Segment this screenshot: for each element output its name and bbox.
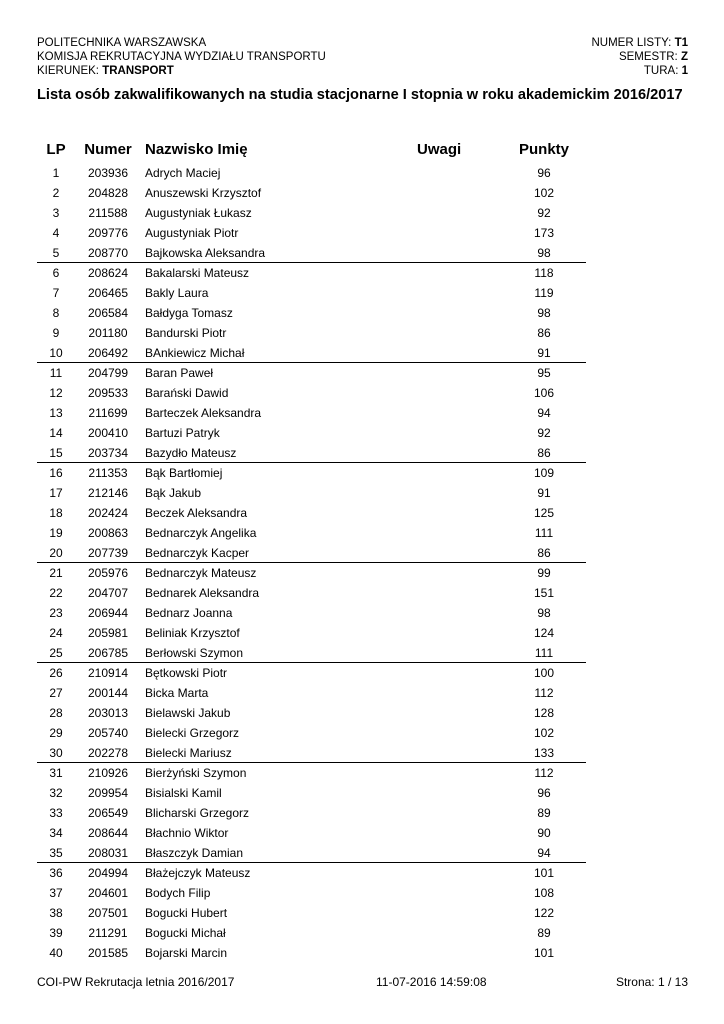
cell-lp: 32: [49, 786, 63, 800]
cell-name: Blicharski Grzegorz: [145, 806, 250, 820]
cell-numer: 206492: [87, 346, 129, 360]
footer-system: COI-PW Rekrutacja letnia 2016/2017: [37, 975, 235, 989]
cell-name: Bąk Jakub: [145, 486, 202, 500]
cell-name: Bierżyński Szymon: [145, 766, 247, 780]
cell-punkty: 112: [534, 686, 554, 700]
table-row: [0, 823, 724, 843]
cell-punkty: 98: [537, 246, 551, 260]
cell-numer: 210914: [87, 666, 129, 680]
table-row: [0, 483, 724, 503]
cell-punkty: 95: [537, 366, 551, 380]
round-value: 1: [681, 65, 688, 77]
cell-punkty: 86: [537, 546, 551, 560]
cell-lp: 24: [49, 626, 63, 640]
cell-numer: 210926: [87, 766, 129, 780]
cell-punkty: 89: [537, 926, 551, 940]
cell-punkty: 112: [534, 766, 554, 780]
table-row: [37, 343, 586, 363]
cell-lp: 21: [49, 566, 63, 580]
column-header-name: Nazwisko Imię: [145, 141, 248, 158]
cell-punkty: 151: [533, 586, 555, 600]
cell-numer: 205981: [87, 626, 129, 640]
cell-lp: 17: [49, 486, 63, 500]
cell-punkty: 118: [534, 266, 554, 280]
table-row: [0, 403, 724, 423]
cell-punkty: 109: [533, 466, 555, 480]
table-row: [37, 843, 586, 863]
kierunek-value: TRANSPORT: [102, 65, 174, 77]
cell-name: Bajkowska Aleksandra: [145, 246, 266, 260]
cell-name: Anuszewski Krzysztof: [145, 186, 262, 200]
cell-lp: 9: [52, 326, 60, 340]
cell-name: Bartuzi Patryk: [145, 426, 220, 440]
cell-numer: 207501: [87, 906, 129, 920]
table-row: [0, 163, 724, 183]
cell-name: BAnkiewicz Michał: [145, 346, 245, 360]
cell-lp: 4: [52, 226, 60, 240]
cell-name: Bazydło Mateusz: [145, 446, 237, 460]
cell-name: Bętkowski Piotr: [145, 666, 228, 680]
cell-lp: 38: [49, 906, 63, 920]
document-title: Lista osób zakwalifikowanych na studia stacjonarne I stopnia w roku akademickim 2016/2017: [37, 87, 683, 103]
cell-numer: 201180: [88, 326, 128, 340]
cell-lp: 19: [49, 526, 63, 540]
list-meta: [591, 36, 688, 78]
table-row: [0, 943, 724, 963]
cell-lp: 16: [49, 466, 63, 480]
cell-numer: 202278: [87, 746, 129, 760]
cell-numer: 211291: [88, 926, 128, 940]
cell-name: Bednarczyk Kacper: [145, 546, 250, 560]
cell-numer: 209954: [87, 786, 129, 800]
table-row: [0, 683, 724, 703]
cell-numer: 206465: [87, 286, 129, 300]
cell-punkty: 86: [537, 446, 551, 460]
cell-name: Błaszczyk Damian: [145, 846, 244, 860]
cell-numer: 200144: [87, 686, 129, 700]
cell-lp: 37: [49, 886, 63, 900]
cell-lp: 28: [49, 706, 63, 720]
candidate-list: [0, 163, 724, 963]
footer-timestamp: 11-07-2016 14:59:08: [376, 975, 487, 989]
cell-punkty: 94: [537, 406, 551, 420]
cell-punkty: 92: [537, 426, 551, 440]
cell-lp: 26: [49, 666, 63, 680]
cell-name: Bandurski Piotr: [145, 326, 227, 340]
institution-header: [37, 36, 326, 78]
table-row: [0, 423, 724, 443]
cell-lp: 34: [49, 826, 63, 840]
column-header-lp: LP: [46, 141, 66, 158]
table-row: [0, 603, 724, 623]
table-row: [0, 383, 724, 403]
university-name: POLITECHNIKA WARSZAWSKA: [37, 37, 207, 49]
cell-punkty: 101: [533, 866, 555, 880]
cell-punkty: 89: [537, 806, 551, 820]
cell-name: Bielecki Mariusz: [145, 746, 232, 760]
cell-name: Beczek Aleksandra: [145, 506, 248, 520]
cell-name: Bakalarski Mateusz: [145, 266, 250, 280]
table-row: [0, 723, 724, 743]
cell-numer: 200410: [87, 426, 129, 440]
cell-lp: 6: [52, 266, 60, 280]
cell-numer: 206785: [87, 646, 129, 660]
footer-page-number: Strona: 1 / 13: [615, 975, 688, 989]
table-row: [37, 443, 586, 463]
cell-name: Bałdyga Tomasz: [145, 306, 233, 320]
cell-punkty: 119: [534, 286, 554, 300]
cell-punkty: 98: [537, 606, 551, 620]
cell-numer: 212146: [87, 486, 129, 500]
cell-punkty: 101: [533, 946, 555, 960]
table-row: [0, 623, 724, 643]
cell-numer: 206584: [87, 306, 129, 320]
list-number: [591, 36, 688, 50]
cell-punkty: 133: [533, 746, 555, 760]
cell-name: Bojarski Marcin: [145, 946, 228, 960]
cell-punkty: 86: [537, 326, 551, 340]
table-row: [0, 303, 724, 323]
cell-name: Bogucki Michał: [145, 926, 226, 940]
cell-numer: 201585: [87, 946, 129, 960]
cell-name: Bisialski Kamil: [145, 786, 222, 800]
column-header-numer: Numer: [84, 141, 132, 158]
semester: [591, 50, 688, 64]
cell-lp: 39: [49, 926, 63, 940]
cell-punkty: 125: [533, 506, 555, 520]
cell-name: Bodych Filip: [145, 886, 211, 900]
table-row: [0, 523, 724, 543]
cell-name: Bielawski Jakub: [145, 706, 231, 720]
cell-punkty: 91: [537, 346, 551, 360]
cell-lp: 7: [52, 286, 60, 300]
cell-numer: 203936: [87, 166, 129, 180]
semester-value: Z: [680, 51, 688, 63]
cell-lp: 12: [49, 386, 63, 400]
kierunek-label: KIERUNEK:: [37, 65, 99, 77]
table-row: [0, 263, 724, 283]
cell-name: Augustyniak Łukasz: [145, 206, 252, 220]
cell-lp: 11: [49, 366, 63, 380]
cell-name: Błachnio Wiktor: [145, 826, 229, 840]
cell-punkty: 124: [533, 626, 555, 640]
round-label: TURA:: [643, 65, 679, 77]
committee-name: KOMISJA REKRUTACYJNA WYDZIAŁU TRANSPORTU: [37, 51, 326, 63]
table-row: [0, 223, 724, 243]
cell-name: Bielecki Grzegorz: [145, 726, 240, 740]
cell-name: Bakly Laura: [145, 286, 209, 300]
cell-numer: 211699: [88, 406, 128, 420]
cell-lp: 13: [49, 406, 63, 420]
cell-numer: 200863: [87, 526, 129, 540]
table-row: [0, 663, 724, 683]
table-row: [0, 803, 724, 823]
table-row: [0, 903, 724, 923]
cell-punkty: 99: [537, 566, 551, 580]
cell-numer: 204707: [87, 586, 129, 600]
cell-lp: 25: [49, 646, 63, 660]
table-row: [37, 543, 586, 563]
cell-numer: 206549: [87, 806, 129, 820]
cell-numer: 209533: [87, 386, 129, 400]
cell-lp: 18: [49, 506, 63, 520]
cell-name: Bednarczyk Mateusz: [145, 566, 257, 580]
cell-lp: 30: [49, 746, 63, 760]
cell-lp: 8: [52, 306, 60, 320]
cell-lp: 22: [49, 586, 63, 600]
cell-numer: 206944: [87, 606, 129, 620]
cell-name: Barteczek Aleksandra: [145, 406, 262, 420]
cell-punkty: 122: [533, 906, 555, 920]
cell-punkty: 102: [533, 186, 555, 200]
cell-lp: 3: [52, 206, 60, 220]
cell-lp: 36: [49, 866, 63, 880]
cell-numer: 211588: [88, 206, 128, 220]
cell-numer: 209776: [87, 226, 129, 240]
cell-numer: 208031: [87, 846, 129, 860]
cell-numer: 208624: [87, 266, 129, 280]
cell-lp: 2: [52, 186, 60, 200]
cell-name: Bednarczyk Angelika: [145, 526, 257, 540]
cell-name: Bednarek Aleksandra: [145, 586, 260, 600]
cell-punkty: 90: [537, 826, 551, 840]
column-header-uwagi: Uwagi: [417, 141, 462, 158]
cell-numer: 204994: [87, 866, 129, 880]
table-row: [37, 743, 586, 763]
cell-name: Augustyniak Piotr: [145, 226, 239, 240]
cell-lp: 15: [49, 446, 63, 460]
table-row: [0, 763, 724, 783]
cell-punkty: 111: [534, 646, 554, 660]
cell-name: Barański Dawid: [145, 386, 229, 400]
cell-punkty: 96: [537, 166, 551, 180]
cell-punkty: 92: [537, 206, 551, 220]
cell-punkty: 108: [533, 886, 555, 900]
cell-name: Bicka Marta: [145, 686, 209, 700]
cell-punkty: 98: [537, 306, 551, 320]
cell-punkty: 173: [533, 226, 555, 240]
table-row: [37, 243, 586, 263]
cell-numer: 208644: [87, 826, 129, 840]
cell-numer: 204799: [87, 366, 129, 380]
cell-numer: 203734: [87, 446, 129, 460]
cell-lp: 5: [52, 246, 60, 260]
cell-numer: 205740: [87, 726, 129, 740]
table-row: [0, 583, 724, 603]
cell-numer: 207739: [87, 546, 129, 560]
cell-punkty: 91: [537, 486, 551, 500]
cell-name: Błażejczyk Mateusz: [145, 866, 251, 880]
cell-numer: 211353: [88, 466, 128, 480]
table-row: [0, 703, 724, 723]
cell-lp: 10: [49, 346, 63, 360]
table-row: [0, 863, 724, 883]
cell-name: Berłowski Szymon: [145, 646, 244, 660]
round: [591, 64, 688, 78]
cell-lp: 29: [49, 726, 63, 740]
cell-lp: 35: [49, 846, 63, 860]
column-header-punkty: Punkty: [518, 141, 569, 158]
cell-numer: 204828: [87, 186, 129, 200]
cell-numer: 208770: [87, 246, 129, 260]
cell-punkty: 111: [534, 526, 554, 540]
table-row: [0, 183, 724, 203]
cell-numer: 204601: [87, 886, 129, 900]
table-row: [0, 563, 724, 583]
cell-name: Beliniak Krzysztof: [145, 626, 240, 640]
cell-lp: 27: [49, 686, 63, 700]
cell-name: Bednarz Joanna: [145, 606, 233, 620]
cell-lp: 40: [49, 946, 63, 960]
list-number-label: NUMER LISTY:: [591, 37, 672, 49]
table-row: [0, 463, 724, 483]
cell-punkty: 102: [533, 726, 555, 740]
list-number-value: T1: [674, 37, 688, 49]
cell-name: Baran Paweł: [145, 366, 214, 380]
table-row: [0, 503, 724, 523]
cell-punkty: 100: [533, 666, 555, 680]
cell-lp: 14: [49, 426, 63, 440]
cell-punkty: 106: [533, 386, 555, 400]
cell-name: Bogucki Hubert: [145, 906, 228, 920]
cell-punkty: 128: [533, 706, 555, 720]
field-of-study: [37, 64, 326, 78]
cell-name: Bąk Bartłomiej: [145, 466, 223, 480]
cell-name: Adrych Maciej: [145, 166, 221, 180]
table-row: [0, 783, 724, 803]
cell-punkty: 96: [537, 786, 551, 800]
cell-numer: 202424: [87, 506, 129, 520]
cell-lp: 31: [49, 766, 63, 780]
table-row: [0, 923, 724, 943]
cell-punkty: 94: [537, 846, 551, 860]
table-row: [0, 323, 724, 343]
table-row: [37, 643, 586, 663]
table-row: [0, 283, 724, 303]
cell-numer: 203013: [87, 706, 129, 720]
cell-lp: 20: [49, 546, 63, 560]
cell-lp: 1: [52, 166, 60, 180]
table-row: [0, 363, 724, 383]
semester-label: SEMESTR:: [618, 51, 678, 63]
cell-numer: 205976: [87, 566, 129, 580]
table-row: [0, 203, 724, 223]
cell-lp: 23: [49, 606, 63, 620]
cell-lp: 33: [49, 806, 63, 820]
table-row: [0, 883, 724, 903]
